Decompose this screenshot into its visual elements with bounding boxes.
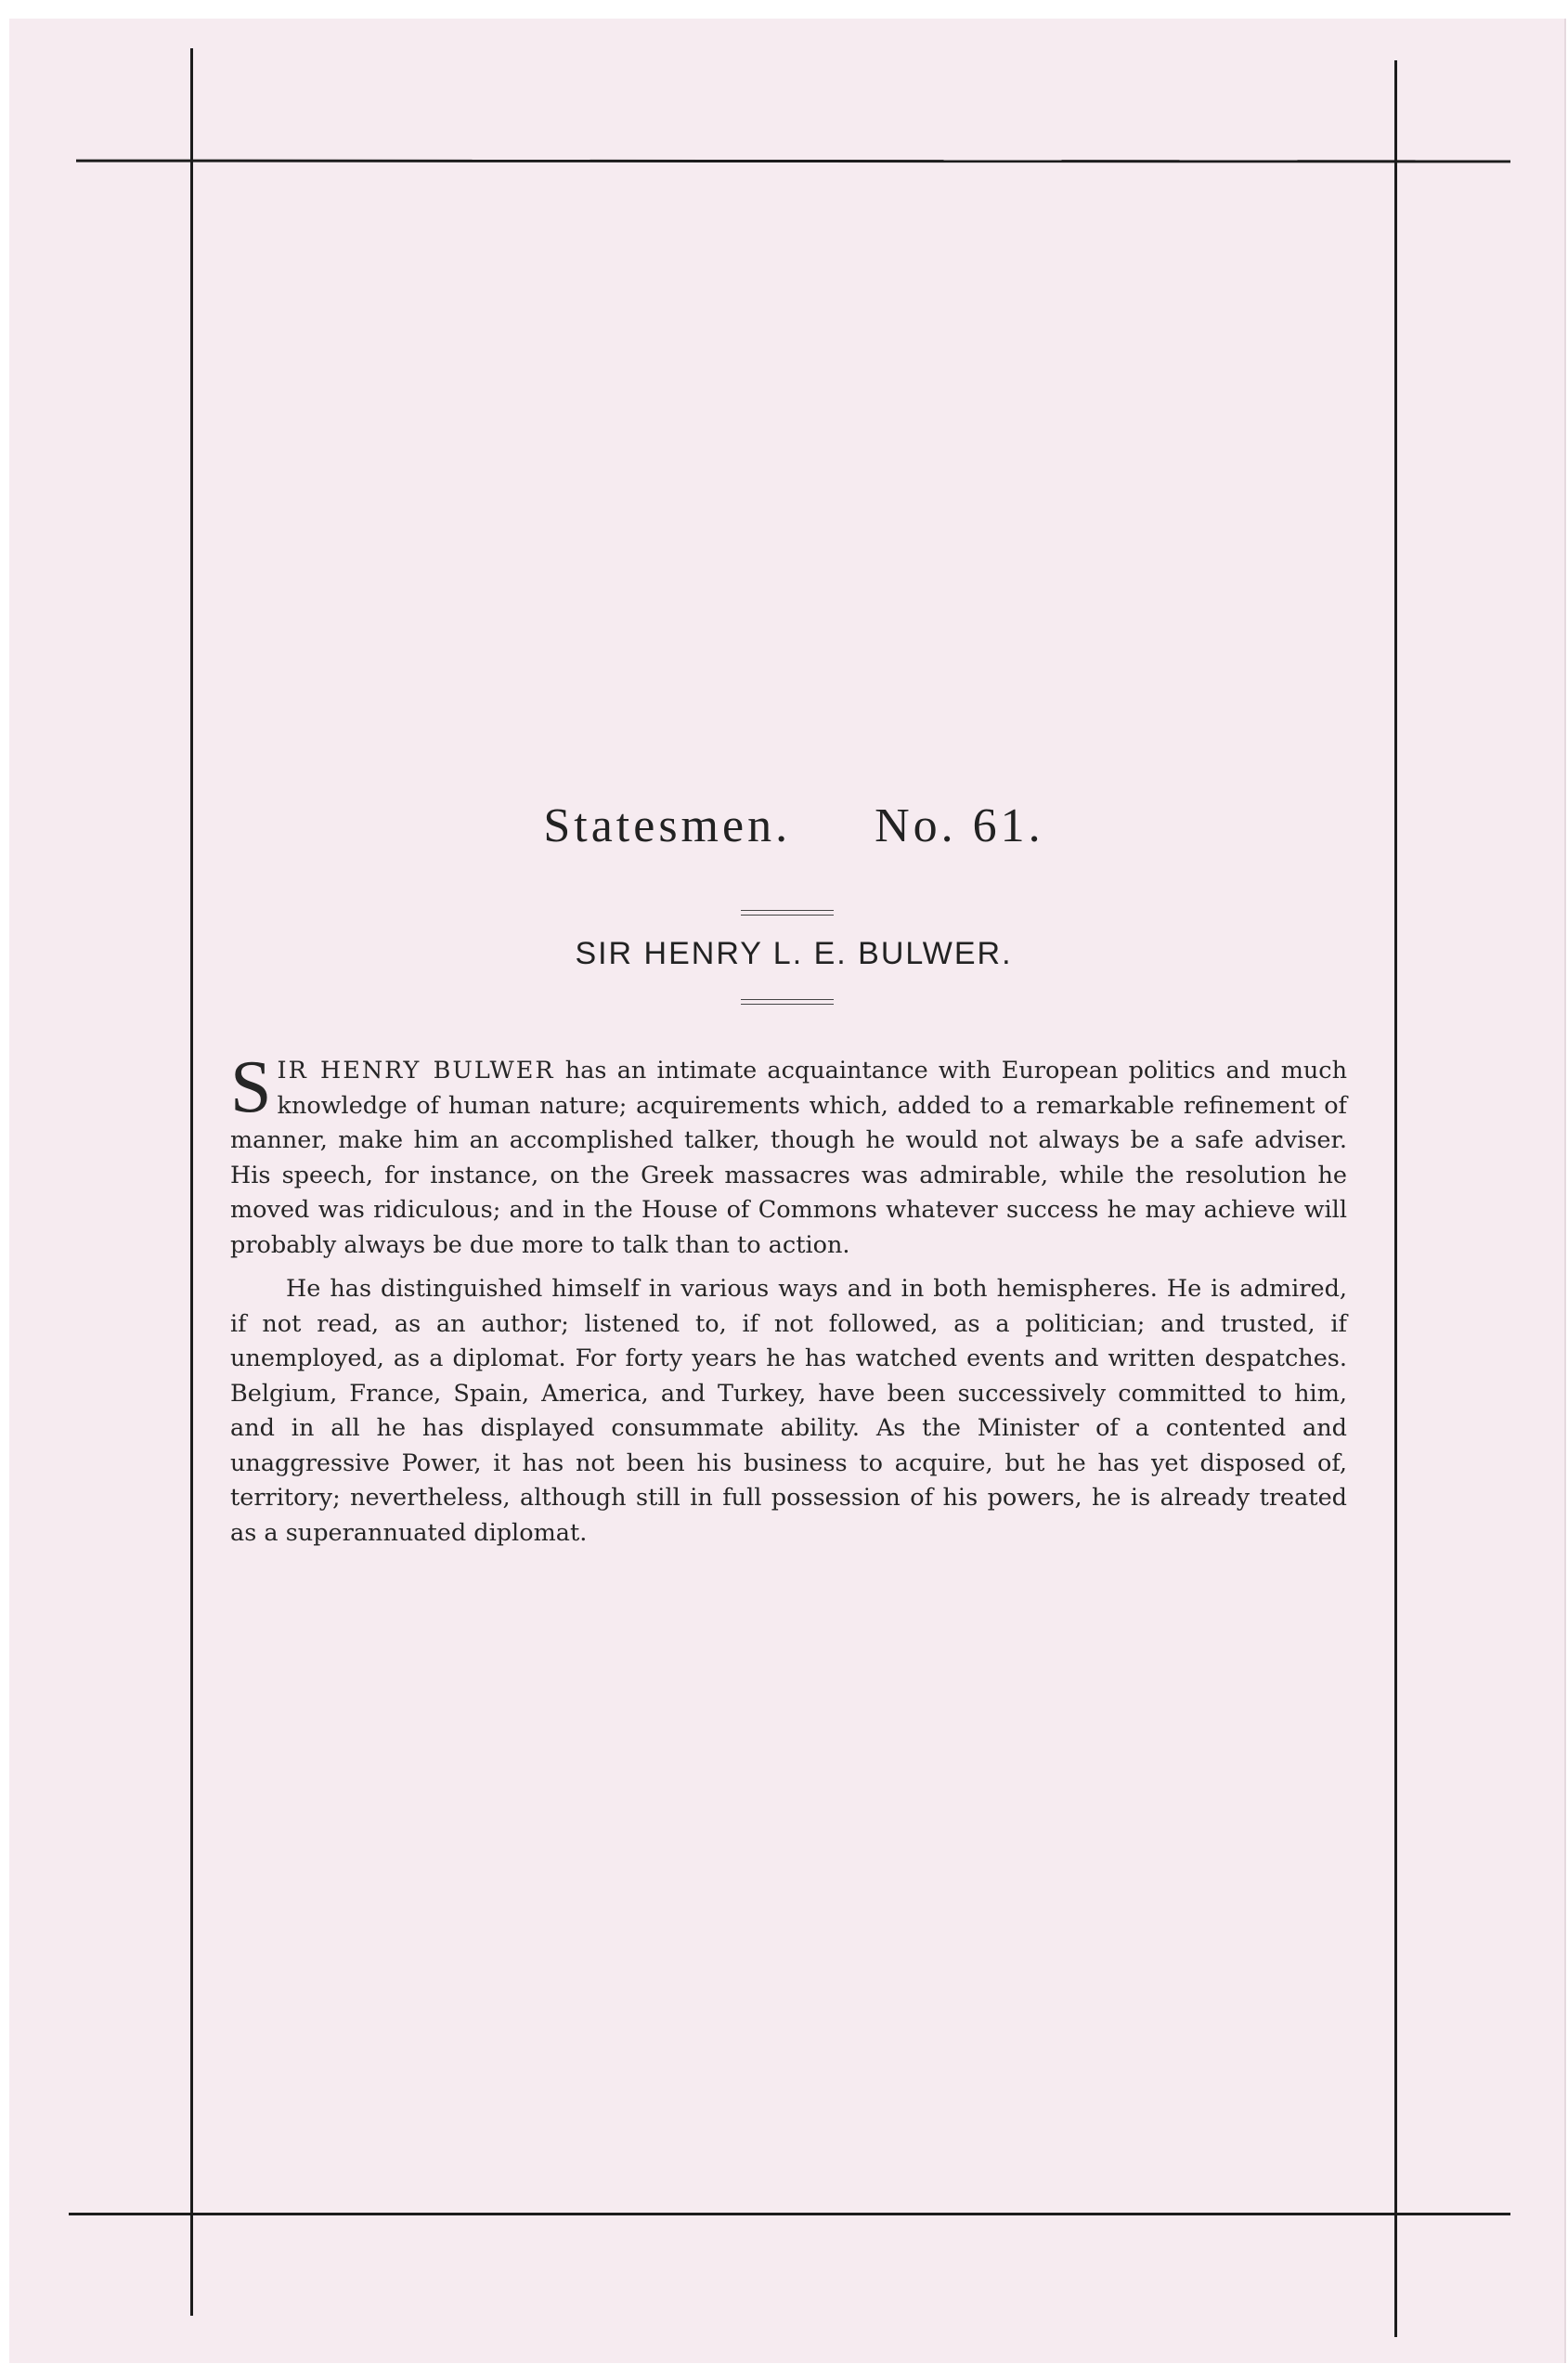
title-divider-bottom (741, 999, 834, 1005)
subject-name: SIR HENRY L. E. BULWER. (575, 936, 1013, 971)
paragraph-2: He has distinguished himself in various ways and in both hemispheres. He is admired, if not read, as an author; listened to, if not followed, as a politician; and trusted, if unemployed, as a diplomat. For forty years he has watched events and written despatches. Belgium, France, Spain, America, and Turkey, have been successively committed to him, and in all he has displayed consummate ability. As the Minister of a contented and unaggressive Power, it has not been his business to acquire, but he has yet disposed of, territory; nevertheless, although still in full possession of his powers, he is already treated as a superannuated diplomat. (230, 1275, 1347, 1547)
paragraph-1-text: has an intimate acquaintance with European politics and much knowledge of human nature; acquirements which, added to a remarkable refinement of manner, make him an accomplished talker, though he would not always be a safe adviser. His speech, for instance, on the Greek massacres was admirable, while the resolution he moved was ridiculous; and in the House of Commons whatever success he may achieve will probably always be due more to talk than to action. (230, 1057, 1347, 1259)
title-divider-top (741, 910, 834, 916)
drop-cap: S (230, 1046, 272, 1128)
paragraph-1 (230, 1046, 1347, 1263)
opening-words: IR HENRY BULWER (277, 1057, 555, 1085)
right-border-rule (1394, 60, 1397, 2337)
series-number: No. 61. (875, 799, 1044, 852)
bottom-border-rule (69, 2213, 1510, 2215)
top-border-rule (76, 160, 1510, 163)
left-border-rule (190, 48, 193, 2316)
paper-sheet (9, 19, 1566, 2363)
masthead (195, 799, 1393, 853)
series-title: Statesmen. (543, 799, 792, 852)
article-body (230, 1046, 1347, 1551)
